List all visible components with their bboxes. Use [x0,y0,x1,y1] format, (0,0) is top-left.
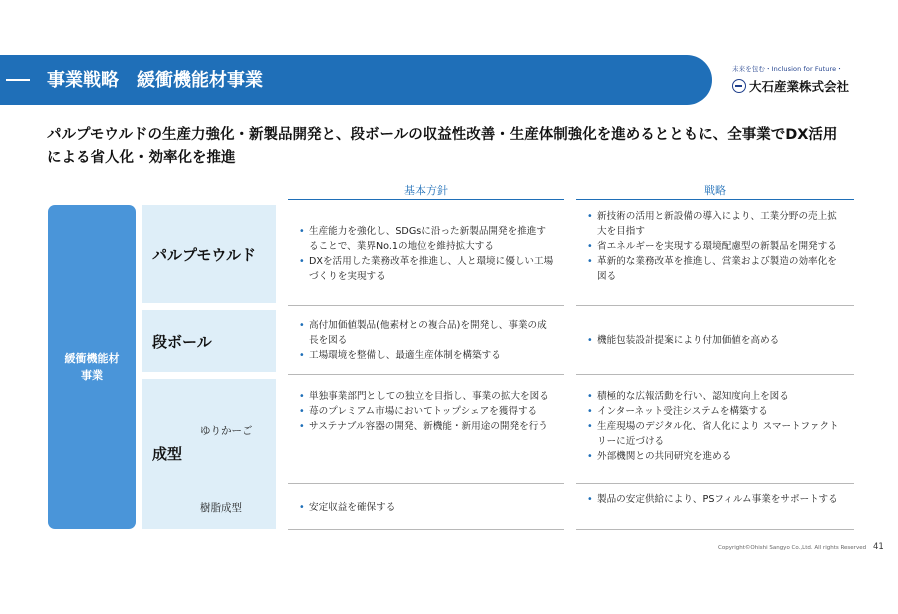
policy-item: • 苺のプレミアム市場においてトップシェアを獲得する [299,404,555,419]
policy-item: • DXを活用した業務改革を推進し、人と環境に優しい工場づくりを実現する [299,254,555,284]
strategy-item: • 省エネルギーを実現する環境配慮型の新製品を開発する [587,239,845,254]
strategy-item: • 積極的な広報活動を行い、認知度向上を図る [587,389,845,404]
strategy-cell-cradle [587,389,845,464]
policy-item: • 工場環境を整備し、最適生産体制を構築する [299,348,555,363]
row-divider [576,483,854,484]
segment-label [48,205,136,529]
policy-item: • 安定収益を確保する [299,500,555,515]
logo-tagline: 未来を包む・Inclusion for Future・ [732,65,843,73]
strategy-cell-resin [587,492,845,507]
policy-item: • サステナブル容器の開発、新機能・新用途の開発を行う [299,419,555,434]
segment-label-line2: 事業 [81,369,103,382]
company-logo [732,64,872,95]
policy-item: • 生産能力を強化し、SDGsに沿った新製品開発を推進することで、業界No.1の地位を維持拡大する [299,224,555,254]
policy-cell-resin [299,500,555,515]
page-title: 事業戦略 緩衝機能材事業 [47,70,263,91]
header-bar [0,55,712,105]
segment-label-line1: 緩衝機能材 [64,352,120,365]
row-divider [576,374,854,375]
strategy-item: • 外部機関との共同研究を進める [587,449,845,464]
policy-item: • 高付加価値製品(他素材との複合品)を開発し、事業の成長を図る [299,318,555,348]
logo-mark-icon [732,79,746,93]
strategy-item: • インターネット受注システムを構築する [587,404,845,419]
strategy-item: • 革新的な業務改革を推進し、営業および製造の効率化を図る [587,254,845,284]
logo-company-name: 大石産業株式会社 [749,79,850,94]
strategy-cell-cardboard [587,333,845,348]
row-divider [576,305,854,306]
copyright-notice: Copyright©Ohishi Sangyo Co.,Ltd. All rights Reserved [718,545,867,551]
policy-cell-pulp [299,224,555,284]
lead-statement: パルプモウルドの生産力強化・新製品開発と、段ボールの収益性改善・生産体制強化を進めるとともに、全事業でDX活用による省人化・効率化を推進 [47,127,838,166]
policy-item: • 単独事業部門としての独立を目指し、事業の拡大を図る [299,389,555,404]
sub-business-resin: 樹脂成型 [200,502,242,514]
row-divider [288,483,564,484]
row-divider [576,529,854,530]
row-divider [288,374,564,375]
business-name-pulp: パルプモウルド [152,246,256,264]
sub-business-cradle: ゆりかーご [200,425,253,437]
row-divider [288,305,564,306]
header-dash [6,79,30,81]
column-header-policy: 基本方針 [288,182,564,200]
strategy-item: • 機能包装設計提案により付加価値を高める [587,333,845,348]
strategy-item: • 新技術の活用と新設備の導入により、工業分野の売上拡大を目指す [587,209,845,239]
row-divider [288,529,564,530]
policy-cell-cradle [299,389,555,434]
business-name-molding: 成型 [152,445,183,463]
column-header-strategy: 戦略 [576,182,854,200]
strategy-cell-pulp [587,209,845,284]
page-number: 41 [873,542,884,552]
business-name-cardboard: 段ボール [152,333,212,351]
policy-cell-cardboard [299,318,555,363]
strategy-item: • 生産現場のデジタル化、省人化により スマートファクトリーに近づける [587,419,845,449]
strategy-item: • 製品の安定供給により、PSフィルム事業をサポートする [587,492,845,507]
